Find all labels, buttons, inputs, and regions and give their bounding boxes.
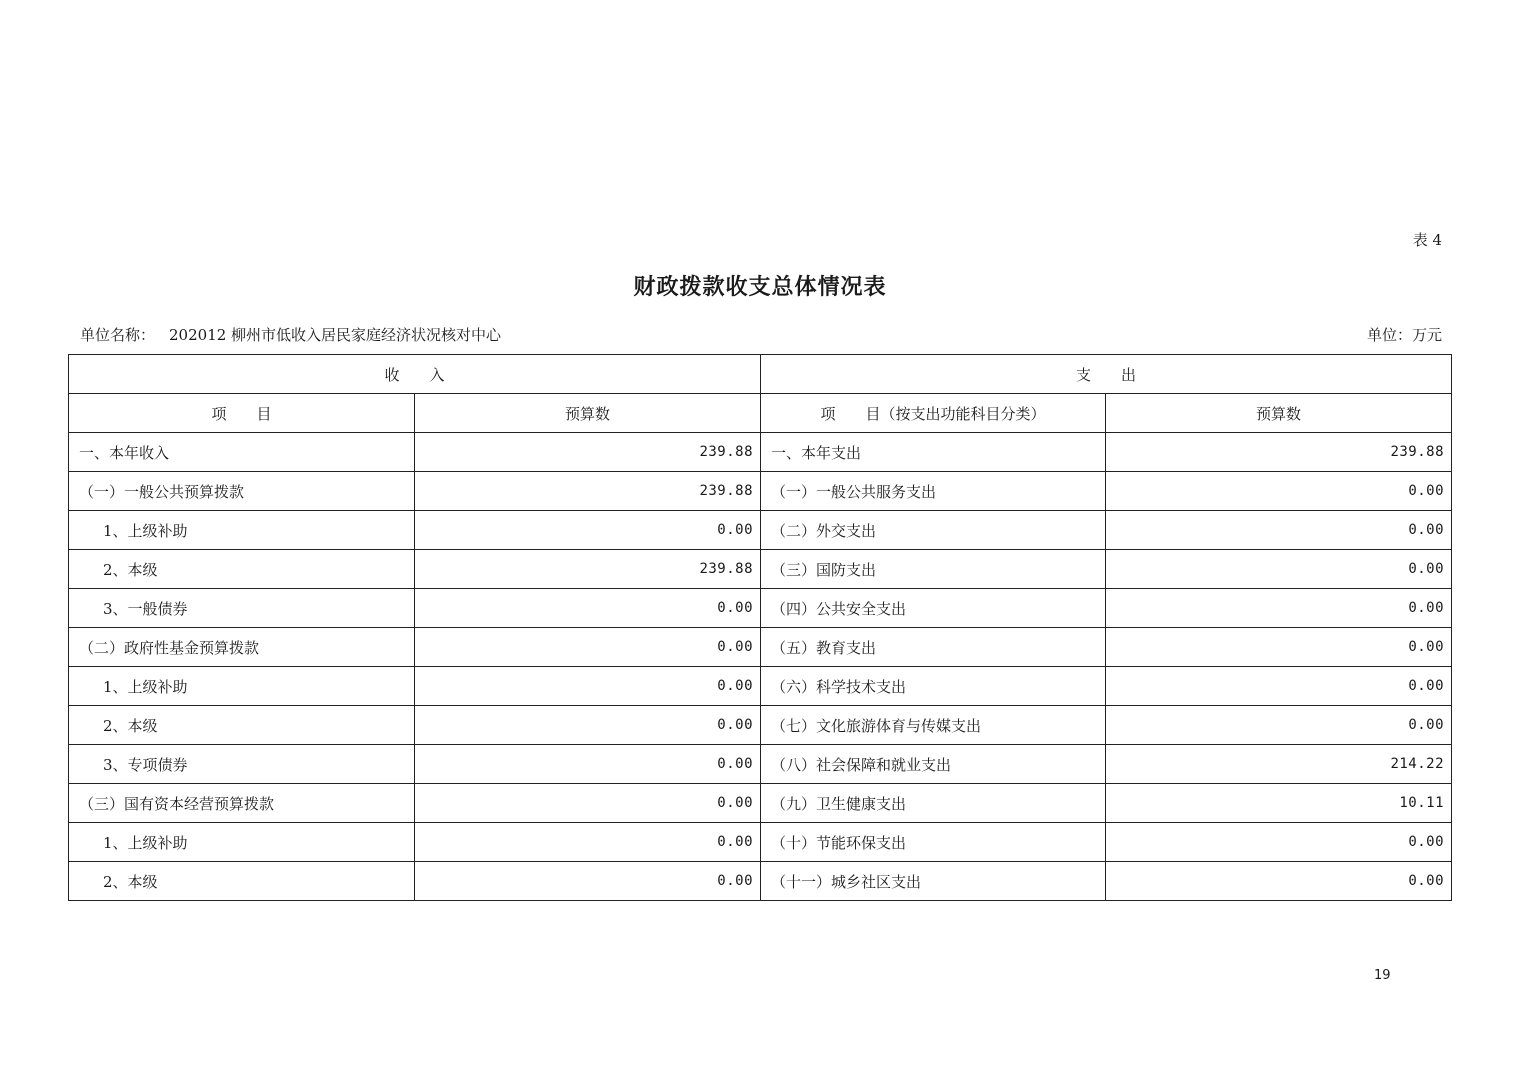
unit-name-line — [80, 324, 501, 345]
income-item-cell: 3、专项债券 — [69, 745, 415, 784]
income-budget-cell: 0.00 — [415, 784, 761, 823]
expense-item-cell: （九）卫生健康支出 — [761, 784, 1106, 823]
expense-budget-cell: 0.00 — [1106, 628, 1452, 667]
table-row — [69, 628, 1452, 667]
expense-item-cell: （十一）城乡社区支出 — [761, 862, 1106, 901]
expense-item-cell: （四）公共安全支出 — [761, 589, 1106, 628]
unit-name-value: 202012 柳州市低收入居民家庭经济状况核对中心 — [169, 326, 502, 344]
expense-budget-cell: 0.00 — [1106, 472, 1452, 511]
table-row — [69, 745, 1452, 784]
income-budget-cell: 0.00 — [415, 706, 761, 745]
expense-item-cell: （十）节能环保支出 — [761, 823, 1106, 862]
table-row — [69, 823, 1452, 862]
expense-budget-cell: 0.00 — [1106, 550, 1452, 589]
income-item-cell: （一）一般公共预算拨款 — [69, 472, 415, 511]
fiscal-table — [68, 354, 1452, 901]
expense-item-cell: （五）教育支出 — [761, 628, 1106, 667]
income-item-cell: （二）政府性基金预算拨款 — [69, 628, 415, 667]
income-item-cell: 2、本级 — [69, 862, 415, 901]
table-row — [69, 550, 1452, 589]
page-title: 财政拨款收支总体情况表 — [633, 274, 887, 300]
expense-item-cell: （七）文化旅游体育与传媒支出 — [761, 706, 1106, 745]
income-item-cell: 1、上级补助 — [69, 667, 415, 706]
expense-budget-cell: 0.00 — [1106, 511, 1452, 550]
income-budget-cell: 0.00 — [415, 511, 761, 550]
income-budget-cell: 0.00 — [415, 862, 761, 901]
income-item-cell: 2、本级 — [69, 550, 415, 589]
table-number: 表 4 — [1412, 231, 1442, 249]
income-budget-cell: 0.00 — [415, 589, 761, 628]
expense-budget-cell: 0.00 — [1106, 667, 1452, 706]
income-item-cell: 2、本级 — [69, 706, 415, 745]
income-budget-cell: 0.00 — [415, 745, 761, 784]
section-header-row — [69, 355, 1452, 394]
income-budget-cell: 0.00 — [415, 667, 761, 706]
column-header-row — [69, 394, 1452, 433]
expense-budget-cell: 214.22 — [1106, 745, 1452, 784]
expense-budget-cell: 239.88 — [1106, 433, 1452, 472]
table-row — [69, 511, 1452, 550]
page-number: 19 — [1374, 968, 1391, 983]
expense-budget-header: 预算数 — [1106, 394, 1452, 433]
table-row — [69, 706, 1452, 745]
table-body — [69, 433, 1452, 901]
table-row — [69, 667, 1452, 706]
income-item-header: 项 目 — [69, 394, 415, 433]
income-budget-cell: 0.00 — [415, 823, 761, 862]
expense-budget-cell: 10.11 — [1106, 784, 1452, 823]
expense-item-cell: （三）国防支出 — [761, 550, 1106, 589]
income-item-cell: 1、上级补助 — [69, 511, 415, 550]
unit-name-label: 单位名称： — [80, 326, 156, 344]
expense-section-header: 支 出 — [761, 355, 1452, 394]
income-budget-cell: 0.00 — [415, 628, 761, 667]
currency-unit: 单位：万元 — [1366, 326, 1442, 344]
expense-item-cell: 一、本年支出 — [761, 433, 1106, 472]
expense-item-cell: （八）社会保障和就业支出 — [761, 745, 1106, 784]
expense-budget-cell: 0.00 — [1106, 823, 1452, 862]
income-budget-cell: 239.88 — [415, 472, 761, 511]
income-item-cell: （三）国有资本经营预算拨款 — [69, 784, 415, 823]
expense-budget-cell: 0.00 — [1106, 706, 1452, 745]
table-row — [69, 862, 1452, 901]
income-item-cell: 一、本年收入 — [69, 433, 415, 472]
expense-budget-cell: 0.00 — [1106, 589, 1452, 628]
table-row — [69, 433, 1452, 472]
income-section-header: 收 入 — [69, 355, 761, 394]
expense-item-cell: （二）外交支出 — [761, 511, 1106, 550]
income-budget-header: 预算数 — [415, 394, 761, 433]
expense-item-cell: （一）一般公共服务支出 — [761, 472, 1106, 511]
expense-item-header: 项 目（按支出功能科目分类） — [761, 394, 1106, 433]
expense-budget-cell: 0.00 — [1106, 862, 1452, 901]
expense-item-cell: （六）科学技术支出 — [761, 667, 1106, 706]
table-row — [69, 472, 1452, 511]
table-row — [69, 589, 1452, 628]
income-budget-cell: 239.88 — [415, 550, 761, 589]
income-budget-cell: 239.88 — [415, 433, 761, 472]
income-item-cell: 3、一般债券 — [69, 589, 415, 628]
income-item-cell: 1、上级补助 — [69, 823, 415, 862]
table-row — [69, 784, 1452, 823]
